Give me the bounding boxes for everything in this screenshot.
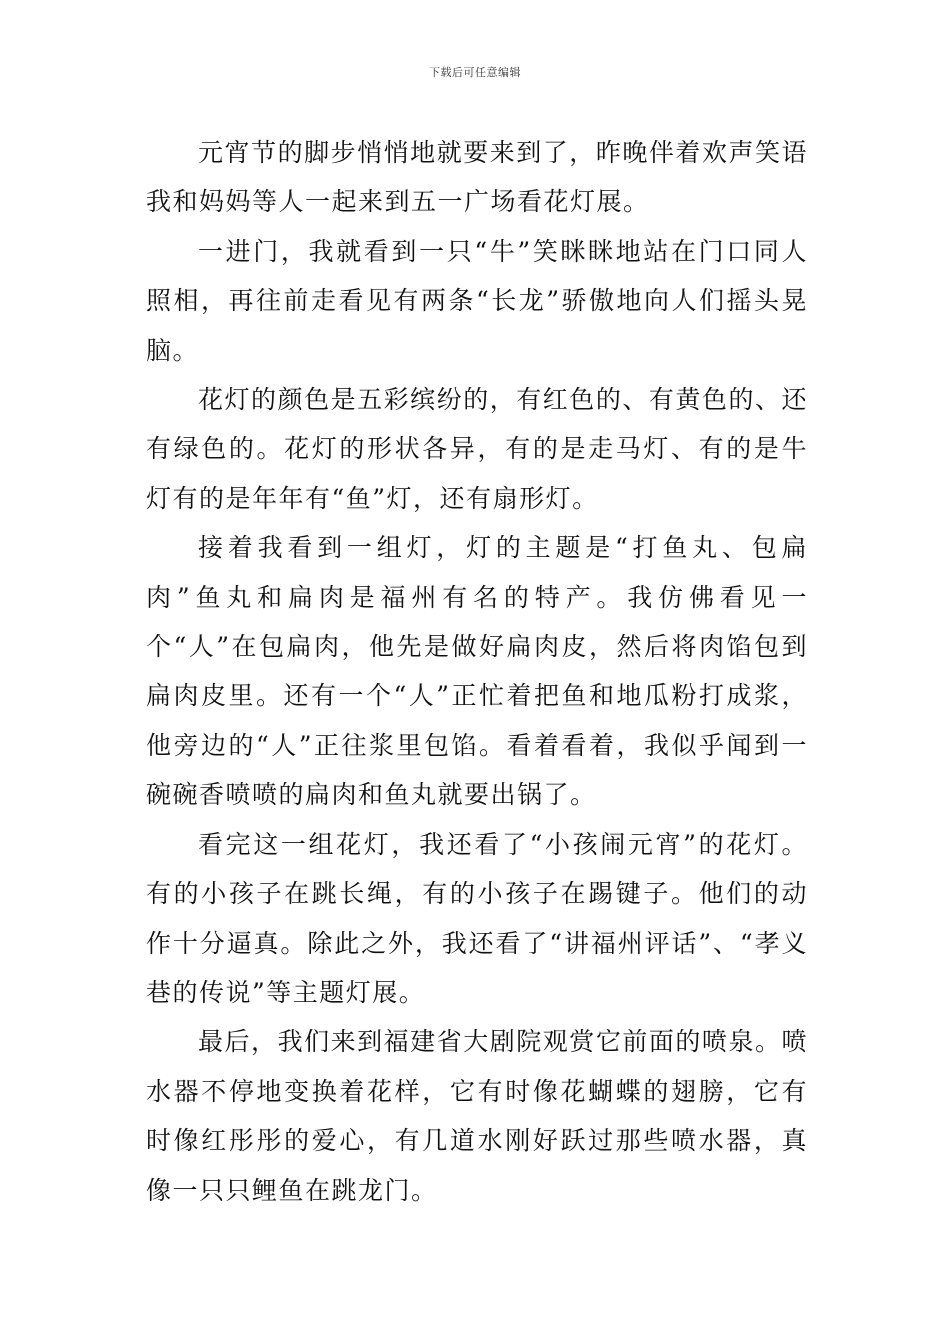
paragraph-1: 元宵节的脚步悄悄地就要来到了，昨晚伴着欢声笑语我和妈妈等人一起来到五一广场看花灯展。 bbox=[146, 138, 808, 217]
paragraph-2: 一进门，我就看到一只“牛”笑眯眯地站在门口同人照相，再往前走看见有两条“长龙”骄傲地向人们摇头晃脑。 bbox=[146, 236, 808, 365]
paragraph-4: 接着我看到一组灯，灯的主题是“打鱼丸、包扁肉”鱼丸和扁肉是福州有名的特产。我仿佛看见一个“人”在包扁肉，他先是做好扁肉皮，然后将肉馅包到扁肉皮里。还有一个“人”正忙着把鱼和地瓜粉打成浆，他旁边的“人”正往浆里包馅。看着看着，我似乎闻到一碗碗香喷喷的扁肉和鱼丸就要出锅了。 bbox=[146, 533, 808, 810]
paragraph-5: 看完这一组花灯，我还看了“小孩闹元宵”的花灯。有的小孩子在跳长绳，有的小孩子在踢键子。他们的动作十分逼真。除此之外，我还看了“讲福州评话”、“孝义巷的传说”等主题灯展。 bbox=[146, 829, 808, 1007]
paragraph-3: 花灯的颜色是五彩缤纷的，有红色的、有黄色的、还有绿色的。花灯的形状各异，有的是走马灯、有的是牛灯有的是年年有“鱼”灯，还有扇形灯。 bbox=[146, 385, 808, 513]
paragraph-6: 最后，我们来到福建省大剧院观赏它前面的喷泉。喷水器不停地变换着花样，它有时像花蝴蝶的翅膀，它有时像红彤彤的爱心，有几道水刚好跃过那些喷水器，真像一只只鲤鱼在跳龙门。 bbox=[146, 1027, 808, 1205]
page-header-note: 下载后可任意编辑 bbox=[429, 66, 521, 79]
essay-body bbox=[146, 128, 808, 1215]
